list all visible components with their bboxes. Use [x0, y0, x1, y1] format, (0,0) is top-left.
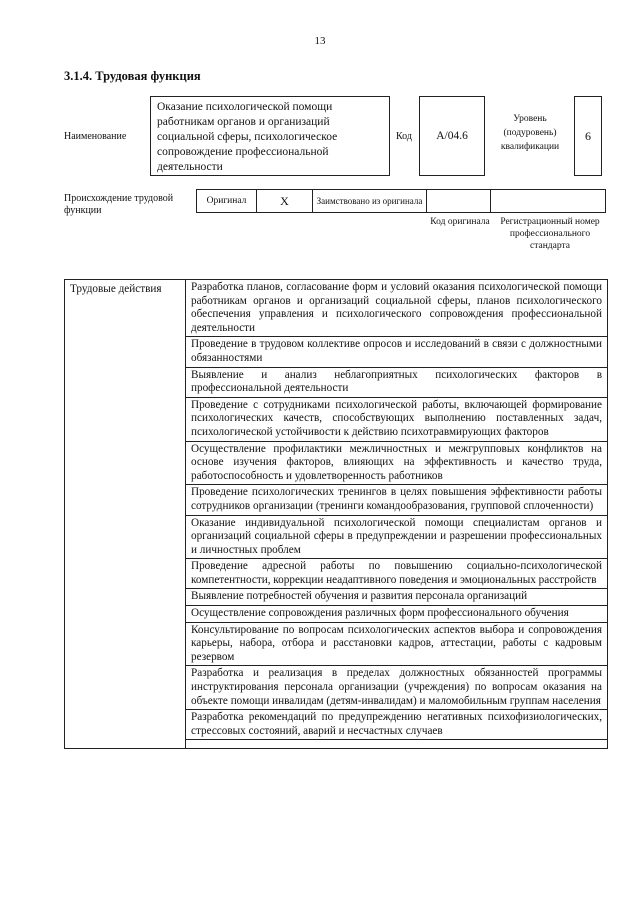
origin-label: Происхождение трудовой функции — [64, 193, 174, 216]
page-number: 13 — [314, 35, 326, 47]
section-title: 3.1.4. Трудовая функция — [64, 69, 201, 83]
table-row — [65, 280, 608, 337]
action-item: Оказание индивидуальной психологической помощи специалистам органов и организаций социальной сферы в предупреждении и разрешении профессиональных и личностных проблем — [186, 515, 608, 559]
registration-caption: Регистрационный номер профессионального стандарта — [500, 217, 600, 251]
action-item: Разработка и реализация в пределах должностных обязанностей программы инструктирования персонала организации (учреждения) по вопросам оказания на объекте помощи инвалидам (детям-инвалидам) и маломобильным группам населения — [186, 666, 608, 710]
registration-cell — [491, 190, 605, 212]
code-label: Код — [396, 131, 412, 142]
level-label: Уровень (подуровень) квалификации — [500, 114, 560, 152]
origin-row — [196, 189, 606, 213]
action-item: Выявление потребностей обучения и развития персонала организаций — [186, 589, 608, 606]
level-value-box: 6 — [574, 96, 602, 176]
function-name-box: Оказание психологической помощи работникам органов и организаций социальной сферы, психологическое сопровождение профессиональной деятельности — [150, 96, 390, 176]
original-code-cell — [427, 190, 491, 212]
action-item: Проведение в трудовом коллективе опросов и исследований в связи с должностными обязанностями — [186, 337, 608, 367]
action-item: Проведение с сотрудниками психологической работы, включающей формирование психологических качеств, способствующих выполнению поставленных задач, психологической устойчивости к действию психотравмирующих факторов — [186, 397, 608, 441]
action-item: Разработка планов, согласование форм и условий оказания психологической помощи работникам органов и организаций социальной сферы, планов психологического обеспечения управления и психологического сопровождения профессиональной деятельности — [186, 280, 608, 337]
labor-actions-table — [64, 279, 608, 749]
action-item: Выявление и анализ неблагоприятных психологических факторов в профессиональной деятельности — [186, 367, 608, 397]
original-code-caption: Код оригинала — [430, 217, 490, 227]
original-label: Оригинал — [197, 190, 257, 212]
original-mark: X — [257, 190, 313, 212]
table-tail — [186, 740, 608, 749]
name-label: Наименование — [64, 131, 127, 142]
borrowed-label: Заимствовано из оригинала — [313, 190, 427, 212]
action-item: Разработка рекомендаций по предупреждению негативных психофизиологических, стрессовых состояний, аварий и несчастных случаев — [186, 710, 608, 740]
code-value-box: A/04.6 — [419, 96, 485, 176]
action-item: Консультирование по вопросам психологических аспектов выбора и сопровождения карьеры, набора, отбора и расстановки кадров, аттестации, работы с кадровым резервом — [186, 622, 608, 666]
action-item: Осуществление профилактики межличностных и межгрупповых конфликтов на основе изучения факторов, влияющих на эффективность и качество труда, работоспособность и удовлетворенность работников — [186, 441, 608, 485]
action-item: Проведение психологических тренингов в целях повышения эффективности работы сотрудников организации (тренинги командообразования, групповой сплоченности) — [186, 485, 608, 515]
action-item: Осуществление сопровождения различных форм профессионального обучения — [186, 606, 608, 623]
action-item: Проведение адресной работы по повышению социально-психологической компетентности, коррекции неадаптивного поведения и эмоциональных расстройств — [186, 559, 608, 589]
actions-label: Трудовые действия — [65, 280, 186, 749]
